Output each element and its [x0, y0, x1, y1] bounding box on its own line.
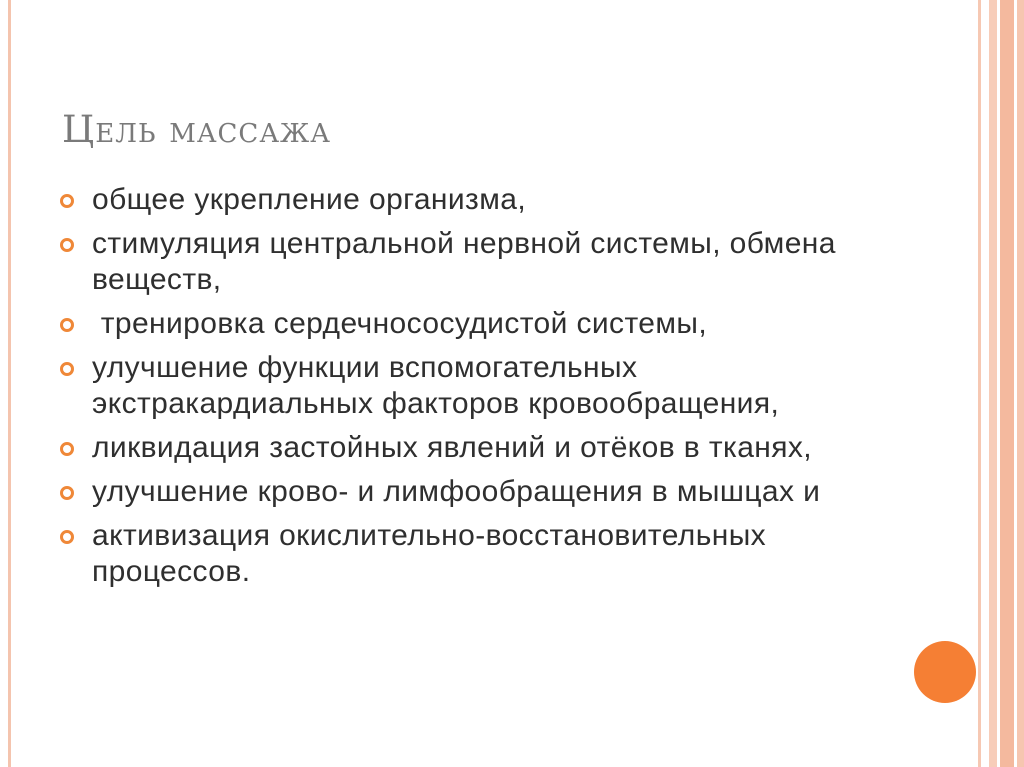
bullet-item	[60, 182, 920, 218]
bullet-text: ликвидация застойных явлений и отёков в тканях,	[92, 431, 813, 464]
bullet-list	[60, 182, 920, 598]
bullet-text: улучшение крово- и лимфообращения в мышцах и	[92, 475, 821, 508]
bullet-icon	[60, 530, 74, 544]
left-border-line	[8, 0, 11, 767]
bullet-text: улучшение функции вспомогательных экстракардиальных факторов кровообращения,	[92, 351, 780, 420]
bullet-icon	[60, 486, 74, 500]
bullet-item	[60, 350, 920, 422]
bullet-text: общее укрепление организма,	[92, 183, 527, 216]
bullet-item	[60, 226, 920, 298]
bullet-item	[60, 474, 920, 510]
bullet-text: тренировка сердечнососудистой системы,	[92, 307, 708, 340]
bullet-text: активизация окислительно-восстановительных процессов.	[92, 519, 767, 588]
bullet-icon	[60, 194, 74, 208]
bullet-icon	[60, 362, 74, 376]
right-decorative-stripes	[978, 0, 1024, 767]
bullet-icon	[60, 238, 74, 252]
bullet-item	[60, 306, 920, 342]
bullet-text: стимуляция центральной нервной системы, обмена веществ,	[92, 227, 836, 296]
bullet-icon	[60, 318, 74, 332]
bullet-icon	[60, 442, 74, 456]
bullet-item	[60, 518, 920, 590]
decorative-orange-circle	[914, 641, 976, 703]
slide-title: Цель массажа	[62, 108, 331, 151]
bullet-item	[60, 430, 920, 466]
